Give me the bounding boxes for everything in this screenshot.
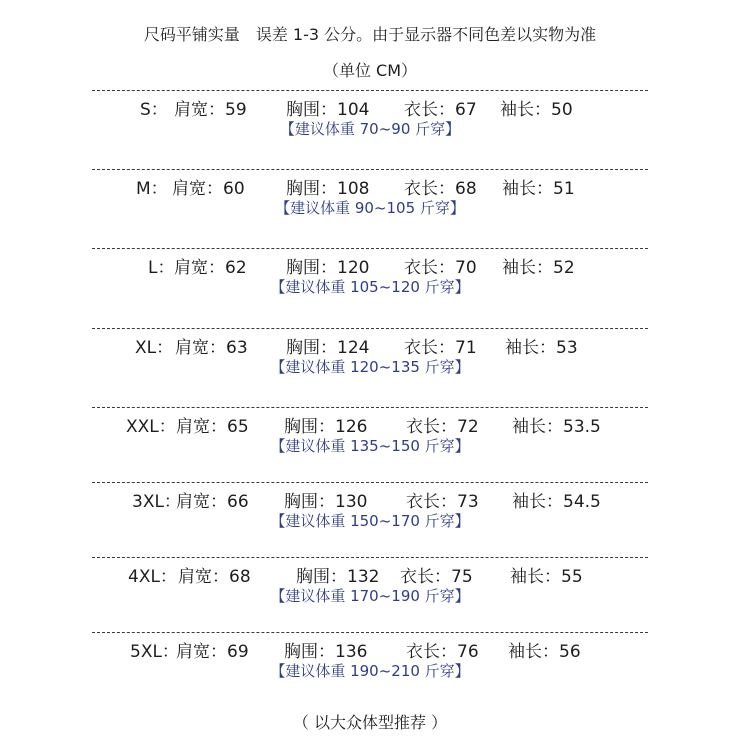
weight-recommendation: 【建议体重 170~190 斤穿】 (270, 587, 470, 605)
size-row-xxl (0, 407, 740, 477)
unit-note: （单位 CM） (322, 61, 418, 80)
chest-value: 胸围：108 (286, 179, 370, 199)
dashed-divider (92, 169, 648, 170)
sleeve-value: 袖长：52 (502, 258, 575, 278)
chest-value: 胸围：136 (284, 642, 368, 662)
weight-recommendation: 【建议体重 70~90 斤穿】 (279, 120, 461, 138)
shoulder-value: 肩宽：63 (175, 338, 248, 358)
dashed-divider (92, 557, 648, 558)
size-row-3xl (0, 482, 740, 552)
chest-value: 胸围：132 (296, 567, 380, 587)
length-value: 衣长：67 (404, 100, 477, 120)
footer-note: （ 以大众体型推荐 ） (292, 713, 448, 732)
weight-recommendation: 【建议体重 190~210 斤穿】 (270, 662, 470, 680)
shoulder-value: 肩宽：68 (178, 567, 251, 587)
sleeve-value: 袖长：53 (505, 338, 578, 358)
weight-recommendation: 【建议体重 105~120 斤穿】 (270, 278, 470, 296)
size-label: S： (140, 100, 168, 120)
sleeve-value: 袖长：54.5 (512, 492, 601, 512)
weight-recommendation: 【建议体重 150~170 斤穿】 (270, 512, 470, 530)
size-row-5xl (0, 632, 740, 702)
chest-value: 胸围：120 (286, 258, 370, 278)
shoulder-value: 肩宽：59 (174, 100, 247, 120)
length-value: 衣长：75 (400, 567, 473, 587)
length-value: 衣长：76 (406, 642, 479, 662)
size-row-4xl (0, 557, 740, 627)
shoulder-value: 肩宽：66 (176, 492, 249, 512)
weight-recommendation: 【建议体重 135~150 斤穿】 (270, 437, 470, 455)
size-label: XXL： (126, 417, 176, 437)
dashed-divider (92, 90, 648, 91)
shoulder-value: 肩宽：69 (176, 642, 249, 662)
size-row-xl (0, 328, 740, 398)
dashed-divider (92, 328, 648, 329)
chest-value: 胸围：126 (284, 417, 368, 437)
size-label: L： (148, 258, 175, 278)
size-label: 4XL： (128, 567, 177, 587)
size-row-l (0, 248, 740, 318)
sleeve-value: 袖长：55 (510, 567, 583, 587)
length-value: 衣长：70 (404, 258, 477, 278)
chest-value: 胸围：104 (286, 100, 370, 120)
dashed-divider (92, 407, 648, 408)
weight-recommendation: 【建议体重 120~135 斤穿】 (270, 358, 470, 376)
weight-recommendation: 【建议体重 90~105 斤穿】 (275, 199, 465, 217)
dashed-divider (92, 248, 648, 249)
page-title: 尺码平铺实量 误差 1-3 公分。由于显示器不同色差以实物为准 (143, 25, 597, 44)
size-label: 3XL： (132, 492, 181, 512)
shoulder-value: 肩宽：65 (176, 417, 249, 437)
size-row-m (0, 169, 740, 239)
size-row-s (0, 90, 740, 160)
chest-value: 胸围：130 (284, 492, 368, 512)
size-label: M： (136, 179, 168, 199)
shoulder-value: 肩宽：60 (172, 179, 245, 199)
dashed-divider (92, 632, 648, 633)
size-label: XL： (135, 338, 174, 358)
sleeve-value: 袖长：51 (502, 179, 575, 199)
length-value: 衣长：71 (404, 338, 477, 358)
length-value: 衣长：68 (404, 179, 477, 199)
sleeve-value: 袖长：53.5 (512, 417, 601, 437)
dashed-divider (92, 482, 648, 483)
shoulder-value: 肩宽：62 (174, 258, 247, 278)
chest-value: 胸围：124 (286, 338, 370, 358)
size-label: 5XL： (130, 642, 179, 662)
sleeve-value: 袖长：50 (500, 100, 573, 120)
length-value: 衣长：73 (406, 492, 479, 512)
length-value: 衣长：72 (406, 417, 479, 437)
sleeve-value: 袖长：56 (508, 642, 581, 662)
